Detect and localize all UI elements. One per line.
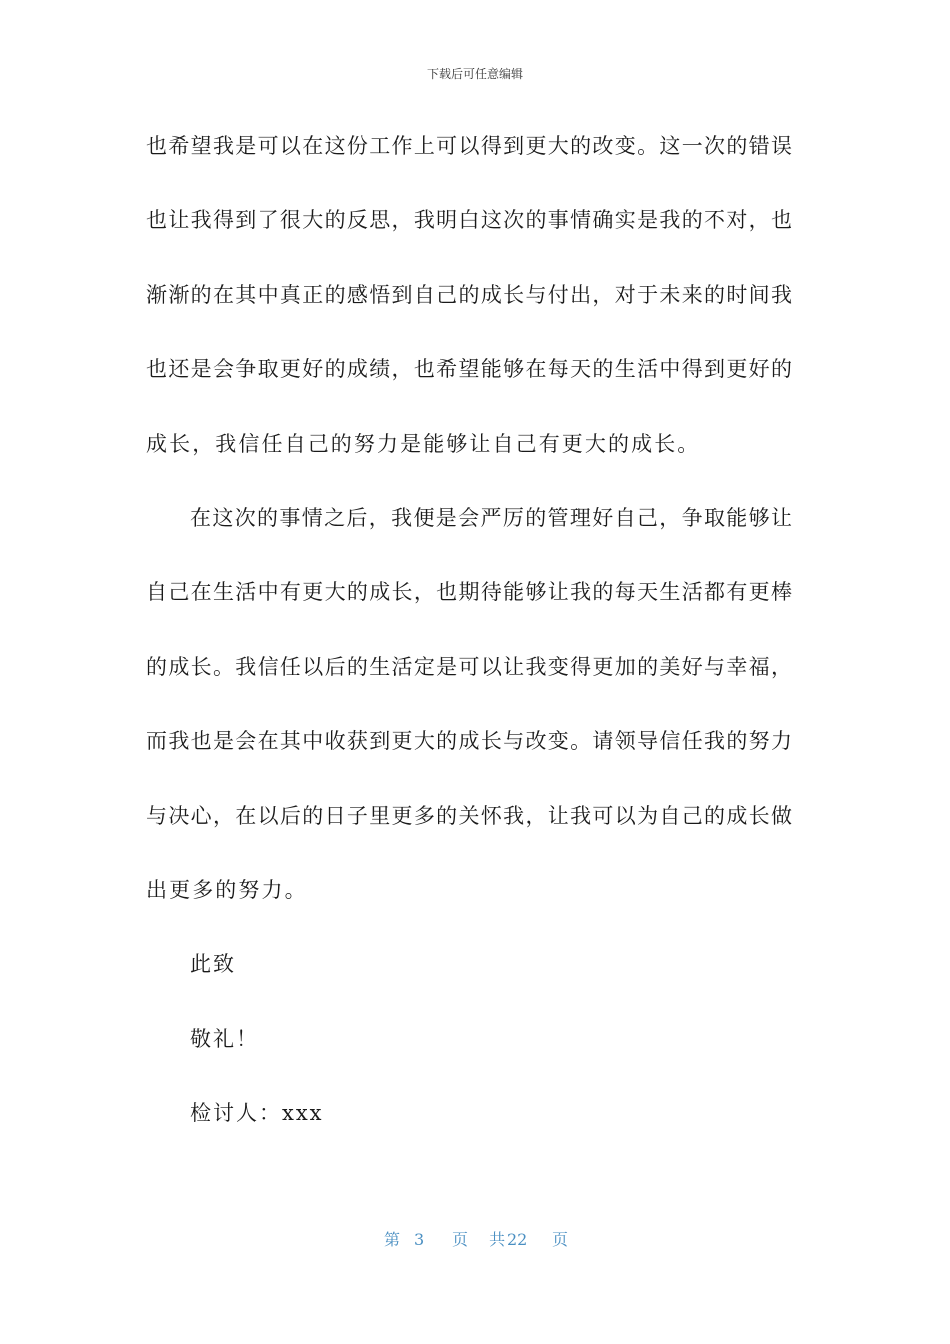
paragraph-1-line-5: 成长，我信任自己的努力是能够让自己有更大的成长。 xyxy=(146,431,701,456)
page-footer xyxy=(0,1229,950,1251)
paragraph-2-line-2: 自己在生活中有更大的成长，也期待能够让我的每天生活都有更棒 xyxy=(146,580,792,605)
paragraph-1-line-3: 渐渐的在其中真正的感悟到自己的成长与付出，对于未来的时间我 xyxy=(146,282,792,307)
paragraph-1-line-2: 也让我得到了很大的反思，我明白这次的事情确实是我的不对，也 xyxy=(146,208,792,233)
paragraph-1-line-4: 也还是会争取更好的成绩，也希望能够在每天的生活中得到更好的 xyxy=(146,357,792,382)
closing-regards: 敬礼！ xyxy=(190,1026,259,1051)
paragraph-1-line-1: 也希望我是可以在这份工作上可以得到更大的改变。这一次的错误 xyxy=(146,134,792,158)
footer-middle: 页 共 xyxy=(452,1230,514,1249)
footer-total-pages: 22 xyxy=(507,1230,528,1249)
paragraph-2-line-3: 的成长。我信任以后的生活定是可以让我变得更加的美好与幸福， xyxy=(146,654,792,679)
paragraph-2-line-6: 出更多的努力。 xyxy=(146,877,308,902)
closing-salutation: 此致 xyxy=(190,952,236,977)
page-header: 下载后可任意编辑 xyxy=(426,67,523,81)
paragraph-2-line-5: 与决心，在以后的日子里更多的关怀我，让我可以为自己的成长做 xyxy=(146,803,792,828)
footer-prefix: 第 xyxy=(384,1230,401,1249)
paragraph-2-line-1: 在这次的事情之后，我便是会严厉的管理好自己，争取能够让 xyxy=(190,505,792,530)
footer-current-page: 3 xyxy=(414,1230,425,1249)
document-body xyxy=(146,126,792,1167)
footer-suffix: 页 xyxy=(552,1230,569,1249)
paragraph-2-line-4: 而我也是会在其中收获到更大的成长与改变。请领导信任我的努力 xyxy=(146,729,792,754)
signature-line: 检讨人：xxx xyxy=(190,1101,324,1126)
